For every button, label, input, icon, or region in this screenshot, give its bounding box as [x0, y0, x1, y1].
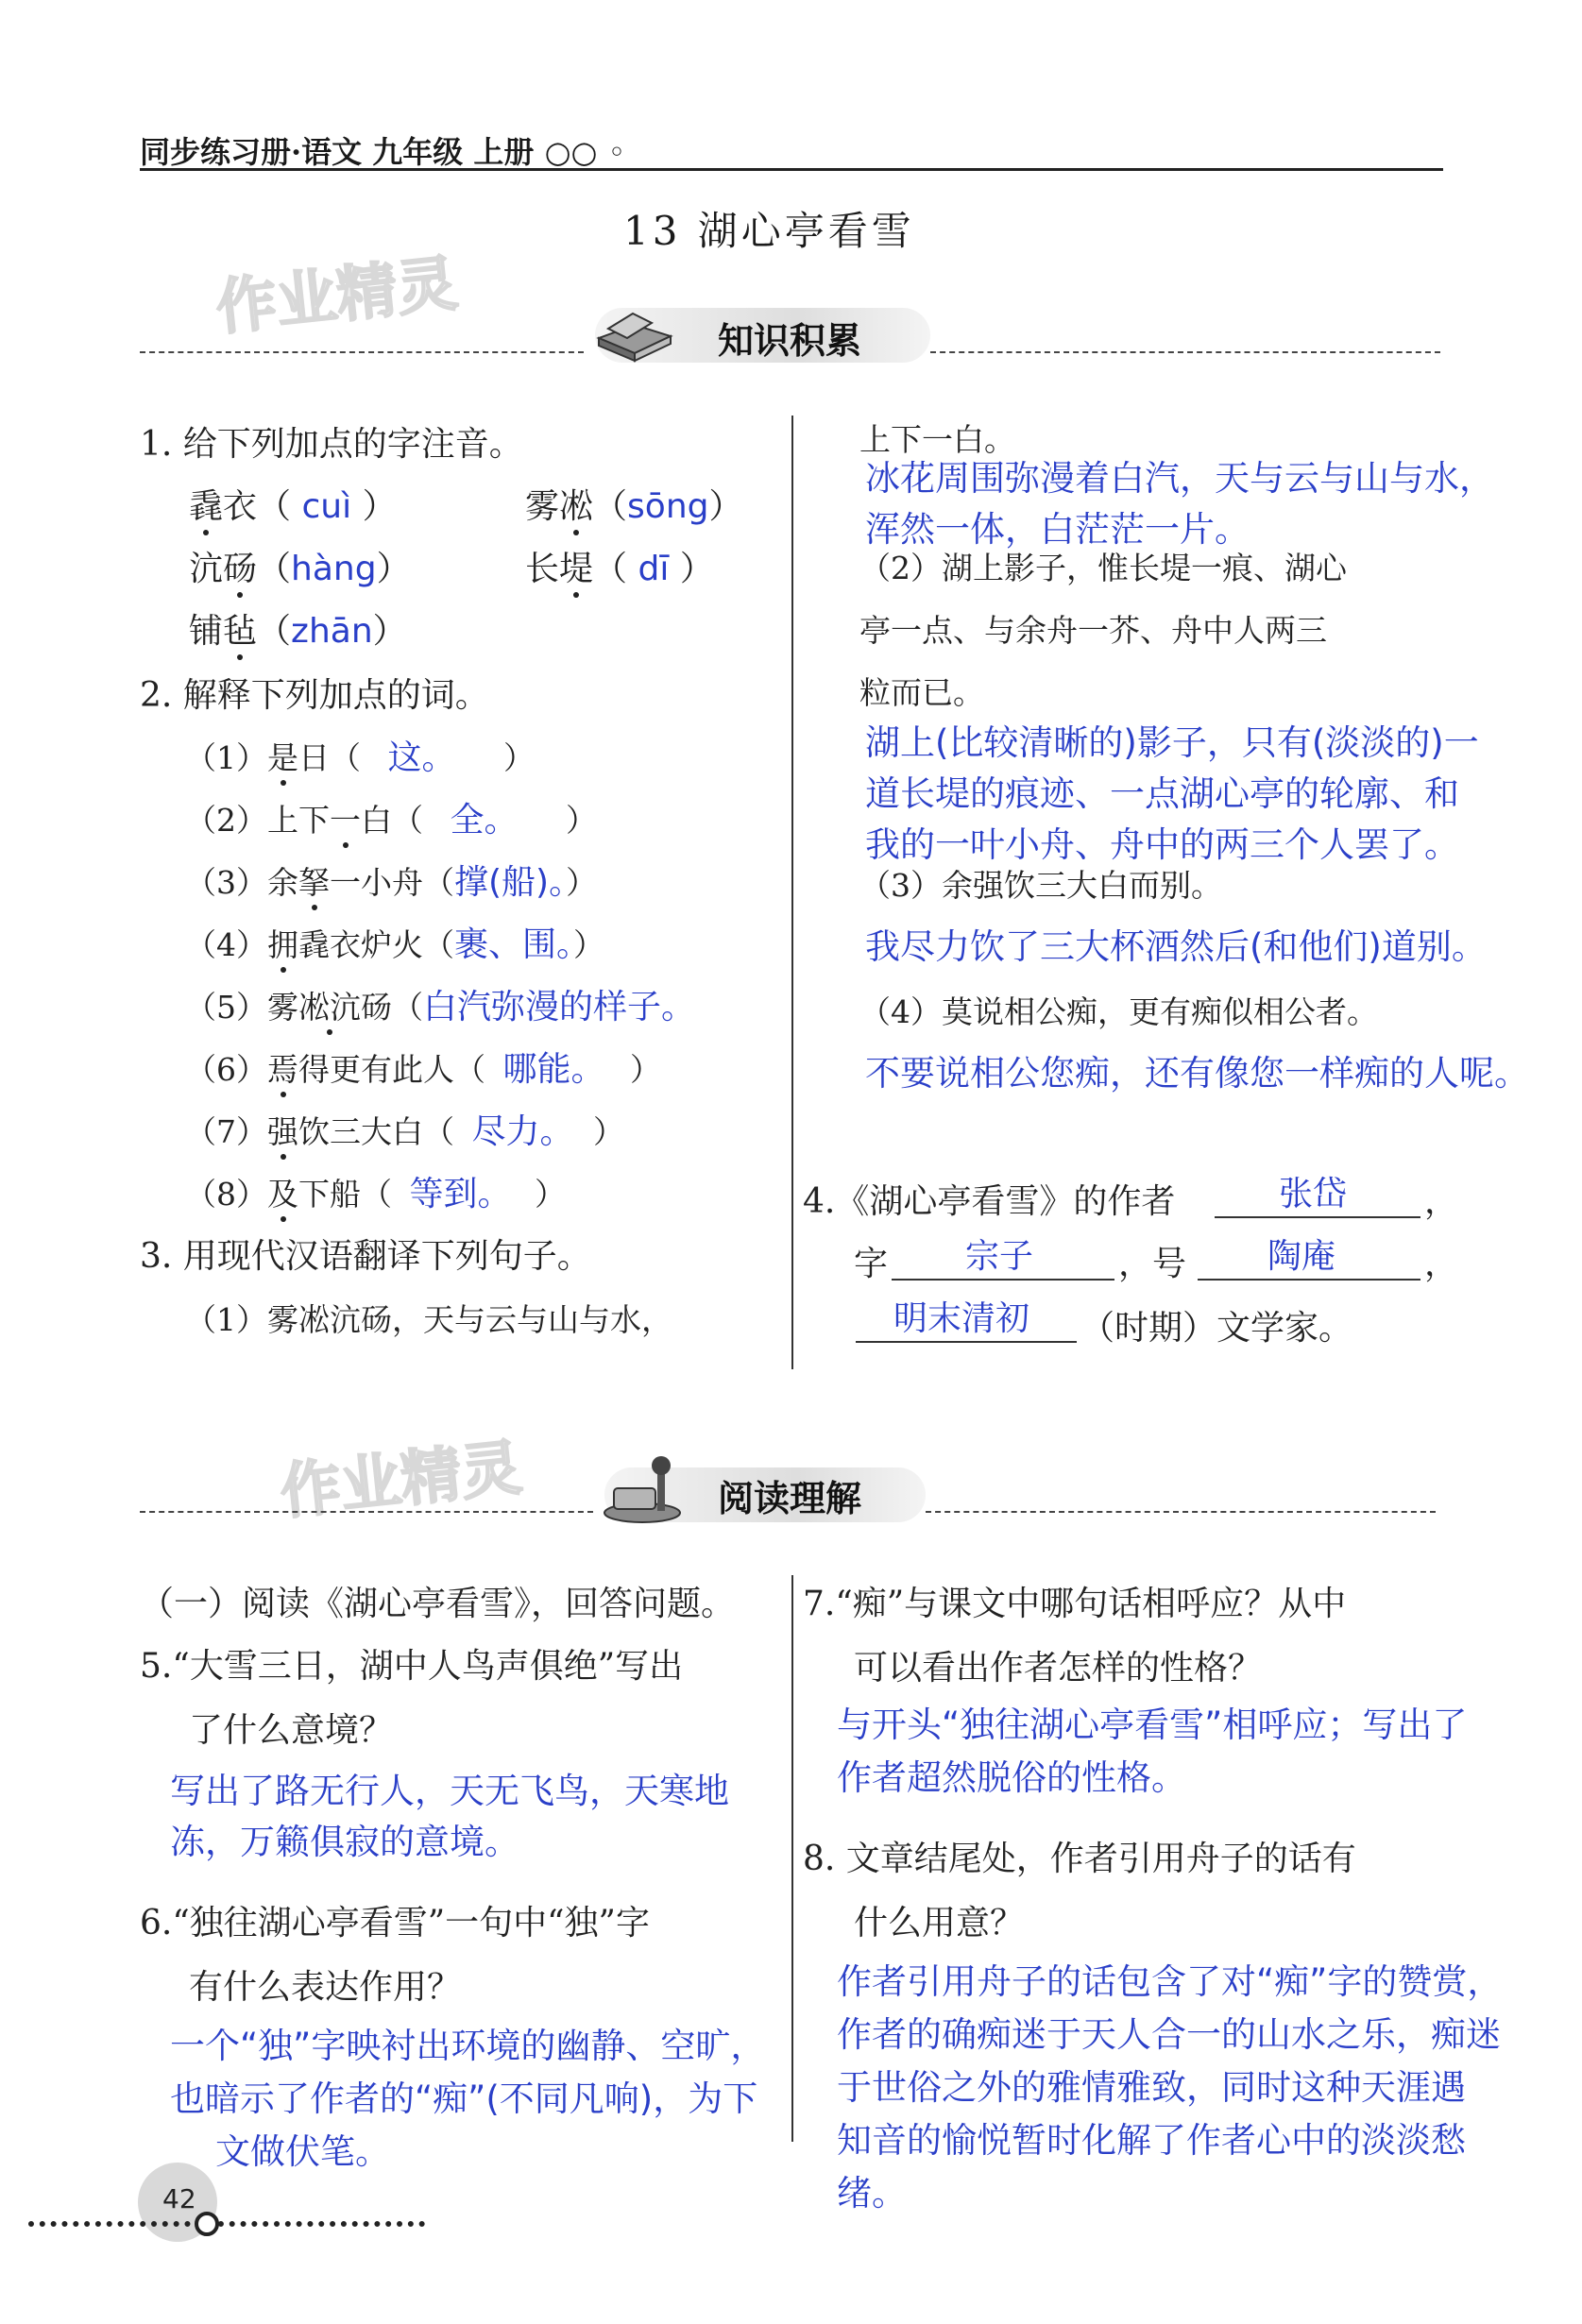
q3-sentence-2-line-3: 粒而已。 — [859, 674, 984, 711]
q1-answer-5: zhān — [291, 612, 373, 651]
column-divider-top — [791, 416, 793, 1369]
paren: ） — [503, 739, 536, 776]
q2-answer-4: 裹、围。 — [454, 925, 574, 964]
q8-answer-line-4: 知音的愉悦暂时化解了作者心中的淡淡愁 — [837, 2120, 1466, 2161]
q4-author: 张岱 — [1279, 1175, 1348, 1213]
paren: ） — [535, 1176, 567, 1213]
q3-prompt: 3. 用现代汉语翻译下列句子。 — [140, 1237, 591, 1276]
q2-answer-8: 等到。 — [409, 1175, 512, 1213]
paren: （ — [257, 550, 292, 588]
q2-answer-1: 这。 — [387, 738, 456, 777]
q3-sentence-1-line-1: （1）雾凇沆砀，天与云与山与水， — [185, 1301, 672, 1338]
q2-item-6 — [185, 1043, 661, 1091]
q4-hao-blank — [1198, 1279, 1420, 1281]
q1-answer-3: hàng — [291, 550, 377, 588]
q2-dot-word: 及 — [267, 1170, 298, 1214]
q1-item-5 — [189, 604, 407, 653]
q7-answer-line-2: 作者超然脱俗的性格。 — [837, 1757, 1186, 1798]
q4-tail: （时期）文学家。 — [1080, 1309, 1353, 1348]
q4-prompt: 4.《湖心亭看雪》的作者 — [803, 1182, 1176, 1221]
knowledge-title: 知识积累 — [718, 320, 862, 362]
lesson-title: 13 湖心亭看雪 — [623, 208, 915, 254]
q3-sentence-2-line-1: （2）湖上影子，惟长堤一痕、湖心 — [859, 550, 1347, 586]
q2-answer-7: 尽力。 — [471, 1112, 574, 1151]
q2-dot-word: 雾凇沆砀 — [267, 983, 392, 1027]
reading-intro: （一）阅读《湖心亭看雪》，回答问题。 — [140, 1585, 736, 1623]
q2-item-2 — [185, 793, 597, 841]
q8-line-1: 8. 文章结尾处，作者引用舟子的话有 — [803, 1840, 1356, 1878]
paren: （ — [257, 487, 292, 526]
q2-item-1 — [185, 731, 535, 779]
paren: （ — [593, 550, 628, 588]
q4-author-blank — [1215, 1216, 1420, 1218]
header-rule — [140, 168, 1443, 171]
paren: ） — [376, 550, 411, 588]
q2-num: （2） — [185, 802, 267, 839]
paren: （ — [257, 612, 292, 651]
q2-num: （7） — [185, 1113, 267, 1150]
q2-num: （6） — [185, 1051, 267, 1088]
q6-answer-line-1: 一个“独”字映衬出环境的幽静、空旷， — [170, 2026, 766, 2066]
q2-dot-word: 一 — [330, 796, 361, 840]
q2-dot-word: 是 — [267, 734, 298, 778]
footer-ring-icon — [195, 2212, 219, 2236]
column-divider-bottom — [791, 1575, 793, 2142]
q2-item-3 — [185, 856, 597, 904]
q2-answer-6: 哪能。 — [502, 1050, 605, 1089]
q2-text: 下船（ — [298, 1176, 392, 1213]
q1-char: 衣 — [223, 487, 258, 526]
q1-item-4 — [525, 542, 714, 590]
paren: ） — [679, 550, 714, 588]
q3-answer-2-line-2: 道长堤的痕迹、一点湖心亭的轮廓、和 — [865, 773, 1459, 814]
q1-char: 雾 — [525, 487, 560, 526]
q6-line-2: 有什么表达作用？ — [189, 1968, 462, 2007]
q2-num: （8） — [185, 1176, 267, 1213]
q2-num: （3） — [185, 864, 267, 901]
q7-line-2: 可以看出作者怎样的性格？ — [854, 1649, 1263, 1688]
q1-char: 长 — [525, 550, 560, 588]
q4-zi-blank — [892, 1279, 1114, 1281]
paren: ） — [566, 802, 598, 839]
q3-answer-2-line-3: 我的一叶小舟、舟中的两三个人罢了。 — [865, 824, 1459, 865]
q3-answer-3: 我尽力饮了三大杯酒然后(和他们)道别。 — [865, 926, 1487, 967]
q1-dot-char: 毳 — [189, 480, 223, 528]
paren: ） — [573, 926, 605, 963]
q2-dot-word: 拥 — [267, 921, 298, 965]
q2-answer-5: 白汽弥漫的样子。 — [423, 988, 696, 1026]
q1-dot-char: 堤 — [559, 542, 593, 590]
q2-item-5 — [185, 980, 695, 1028]
q8-answer-line-5: 绪。 — [837, 2173, 907, 2214]
q2-num: （5） — [185, 989, 267, 1026]
q2-text: 白（ — [361, 802, 423, 839]
paren: ） — [630, 1051, 662, 1088]
q2-text: 余 — [267, 864, 298, 901]
q6-answer-line-2: 也暗示了作者的“痴”(不同凡响)，为下 — [170, 2078, 758, 2119]
paren: ） — [708, 487, 743, 526]
paren: （ — [593, 487, 628, 526]
watermark-2: 作业精灵 — [277, 1433, 525, 1529]
q6-line-1: 6.“独往湖心亭看雪”一句中“独”字 — [140, 1904, 650, 1942]
q3-answer-2-line-1: 湖上(比较清晰的)影子，只有(淡淡的)一 — [865, 722, 1479, 763]
q8-line-2: 什么用意？ — [854, 1904, 1025, 1942]
q2-text: 得更有此人（ — [298, 1051, 485, 1088]
q4-period-blank — [856, 1341, 1077, 1343]
q4-zi-label: 字 — [854, 1245, 889, 1283]
watermark-1: 作业精灵 — [213, 248, 461, 345]
paren: ） — [362, 487, 397, 526]
q3-sentence-4: （4）莫说相公痴，更有痴似相公者。 — [859, 993, 1378, 1030]
q8-answer-line-3: 于世俗之外的雅情雅致，同时这种天涯遇 — [837, 2067, 1466, 2108]
q2-text: 上下 — [267, 802, 330, 839]
q2-item-7 — [185, 1105, 624, 1153]
paren: ） — [593, 1113, 625, 1150]
q2-text: （ — [392, 989, 423, 1026]
reading-divider-left — [140, 1511, 593, 1513]
q3-answer-1-line-2: 浑然一体，白茫茫一片。 — [865, 509, 1250, 550]
q7-line-1: 7.“痴”与课文中哪句话相呼应？从中 — [803, 1585, 1347, 1623]
q3-sentence-2-line-2: 亭一点、与余舟一芥、舟中人两三 — [859, 612, 1327, 649]
q7-answer-line-1: 与开头“独往湖心亭看雪”相呼应；写出了 — [837, 1705, 1468, 1745]
q1-char: 沆 — [189, 550, 224, 588]
q5-line-2: 了什么意境？ — [189, 1711, 394, 1750]
q2-prompt: 2. 解释下列加点的词。 — [140, 676, 489, 715]
knowledge-divider-left — [140, 351, 584, 353]
q4-comma-2: ， — [1424, 1245, 1459, 1283]
lamp-icon — [595, 1450, 689, 1530]
q2-text: 一小舟（ — [330, 864, 454, 901]
paren: ） — [566, 864, 598, 901]
q3-sentence-1-line-2: 上下一白。 — [859, 421, 1015, 458]
q2-num: （4） — [185, 926, 267, 963]
footer-dot-line — [28, 2221, 425, 2227]
reading-divider-right — [926, 1511, 1436, 1513]
q4-hao: 陶庵 — [1267, 1237, 1336, 1276]
q2-text: 饮三大白（ — [298, 1113, 454, 1150]
q2-answer-2: 全。 — [450, 801, 519, 840]
q6-answer-line-3: 文做伏笔。 — [215, 2131, 390, 2172]
q1-answer-1: cuì — [301, 487, 352, 526]
reading-title: 阅读理解 — [718, 1478, 862, 1519]
q3-sentence-3: （3）余强饮三大白而别。 — [859, 867, 1222, 904]
q1-dot-char: 砀 — [223, 542, 257, 590]
q1-dot-char: 凇 — [559, 480, 593, 528]
book-icon — [591, 300, 676, 370]
q2-dot-word: 焉 — [267, 1045, 298, 1090]
q1-char: 铺 — [189, 612, 224, 651]
q1-dot-char: 毡 — [223, 604, 257, 653]
page-number: 42 — [162, 2183, 196, 2214]
q4-zi: 宗子 — [965, 1237, 1034, 1276]
q2-answer-3: 撑(船)。 — [454, 863, 567, 902]
q5-answer-line-2: 冻，万籁俱寂的意境。 — [170, 1822, 519, 1862]
q1-item-2 — [525, 480, 743, 528]
q2-item-8 — [185, 1167, 566, 1215]
q2-item-4 — [185, 918, 604, 966]
q2-text: 毳衣炉火（ — [298, 926, 454, 963]
paren: ） — [372, 612, 407, 651]
knowledge-divider-right — [930, 351, 1440, 353]
q1-item-3 — [189, 542, 411, 590]
q2-text: 日（ — [298, 739, 361, 776]
q3-answer-4: 不要说相公您痴，还有像您一样痴的人呢。 — [865, 1053, 1529, 1094]
q4-hao-label: ，号 — [1118, 1245, 1187, 1283]
q3-answer-1-line-1: 冰花周围弥漫着白汽，天与云与山与水， — [865, 458, 1494, 499]
q1-prompt: 1. 给下列加点的字注音。 — [140, 425, 523, 464]
q4-period: 明末清初 — [893, 1299, 1030, 1338]
q1-answer-2: sōng — [627, 487, 709, 526]
q2-dot-word: 拏 — [298, 858, 330, 903]
q8-answer-line-1: 作者引用舟子的话包含了对“痴”字的赞赏， — [837, 1961, 1503, 2002]
page-header: 同步练习册·语文 九年级 上册 ○○ ◦ — [140, 134, 626, 170]
q5-line-1: 5.“大雪三日，湖中人鸟声俱绝”写出 — [140, 1647, 684, 1686]
q1-item-1 — [189, 480, 397, 528]
q2-num: （1） — [185, 739, 267, 776]
q4-comma-1: ， — [1424, 1182, 1459, 1221]
q2-dot-word: 强 — [267, 1108, 298, 1152]
q5-answer-line-1: 写出了路无行人，天无飞鸟，天寒地 — [170, 1771, 729, 1811]
q1-answer-4: dī — [638, 550, 670, 588]
q8-answer-line-2: 作者的确痴迷于天人合一的山水之乐，痴迷 — [837, 2014, 1501, 2055]
